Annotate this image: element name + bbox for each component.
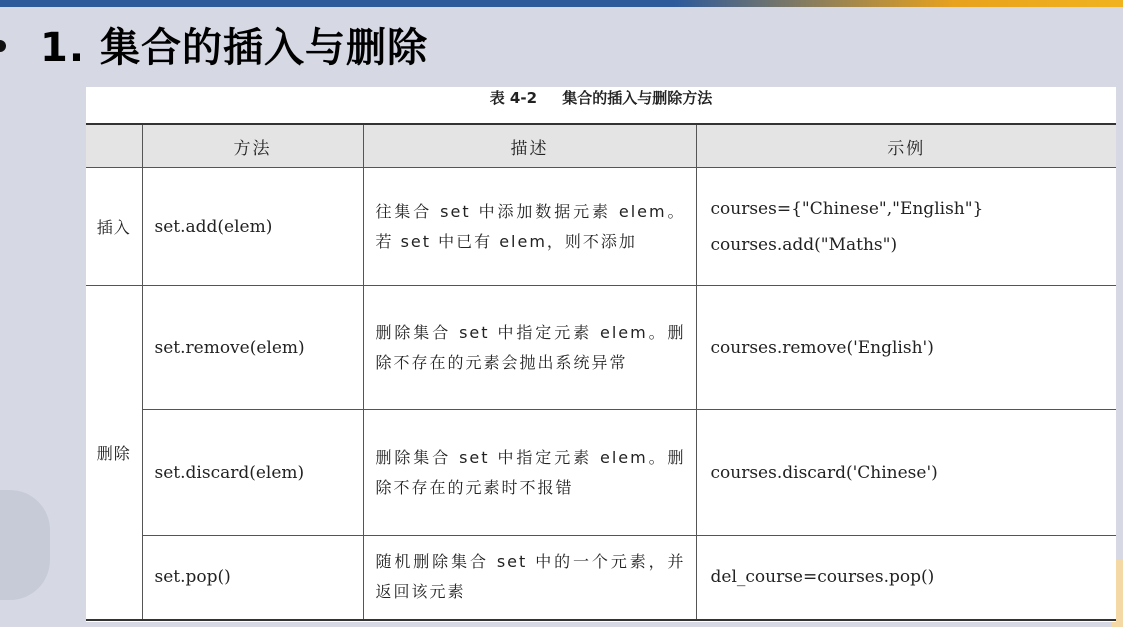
table-row	[86, 536, 1116, 620]
top-accent-bar	[0, 0, 1123, 7]
example-line: del_course=courses.pop()	[710, 567, 935, 588]
description-cell: 删除集合 set 中指定元素 elem。删除不存在的元素会抛出系统异常	[363, 286, 696, 410]
example-cell	[696, 536, 1116, 620]
group-insert: 插入	[86, 168, 142, 286]
header-description: 描述	[363, 124, 696, 168]
table-caption	[86, 87, 1116, 111]
header-example: 示例	[696, 124, 1116, 168]
header-method: 方法	[142, 124, 363, 168]
method-cell: set.remove(elem)	[142, 286, 363, 410]
bullet-icon	[0, 40, 6, 52]
table-row	[86, 168, 1116, 286]
slide-title: 1. 集合的插入与删除	[40, 25, 428, 71]
caption-number: 表 4-2	[489, 89, 538, 107]
methods-table	[86, 123, 1116, 621]
example-line: courses.add("Maths")	[710, 234, 898, 255]
example-cell	[696, 286, 1116, 410]
method-cell: set.add(elem)	[142, 168, 363, 286]
example-cell	[696, 410, 1116, 536]
method-cell: set.pop()	[142, 536, 363, 620]
caption-text: 集合的插入与删除方法	[562, 89, 713, 107]
example-cell	[696, 168, 1116, 286]
example-line: courses.remove('English')	[710, 337, 934, 358]
table-row	[86, 286, 1116, 410]
description-cell: 删除集合 set 中指定元素 elem。删除不存在的元素时不报错	[363, 410, 696, 536]
description-cell: 随机删除集合 set 中的一个元素，并返回该元素	[363, 536, 696, 620]
decorative-shape	[0, 490, 50, 600]
table-row	[86, 410, 1116, 536]
method-cell: set.discard(elem)	[142, 410, 363, 536]
table-sheet	[86, 87, 1116, 622]
description-cell: 往集合 set 中添加数据元素 elem。若 set 中已有 elem，则不添加	[363, 168, 696, 286]
example-line: courses={"Chinese","English"}	[710, 198, 984, 219]
header-group	[86, 124, 142, 168]
group-delete: 删除	[86, 286, 142, 620]
table-header-row	[86, 124, 1116, 168]
example-line: courses.discard('Chinese')	[710, 462, 938, 483]
